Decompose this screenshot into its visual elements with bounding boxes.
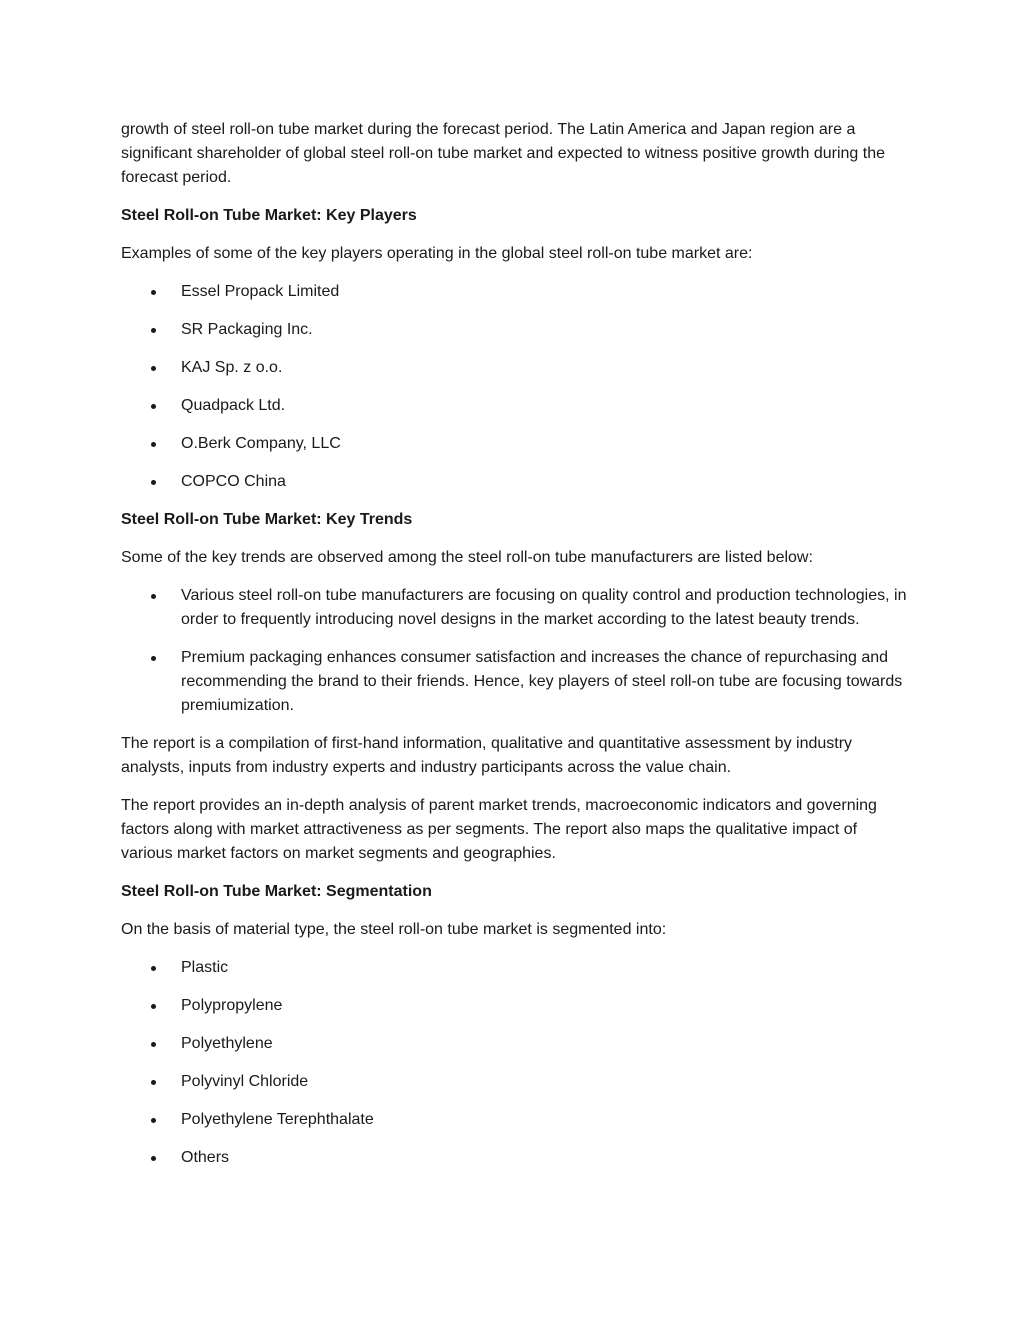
bullet-icon bbox=[151, 290, 156, 295]
list-item-text: Polyethylene bbox=[181, 1035, 273, 1052]
list-item bbox=[121, 994, 911, 1018]
segmentation-heading: Steel Roll-on Tube Market: Segmentation bbox=[121, 883, 432, 900]
list-item-text: Plastic bbox=[181, 959, 229, 976]
list-item-text: Polypropylene bbox=[181, 997, 283, 1014]
list-item bbox=[121, 1146, 911, 1170]
list-item-text: SR Packaging Inc. bbox=[181, 321, 313, 338]
bullet-icon bbox=[151, 1042, 156, 1047]
list-item bbox=[121, 356, 911, 380]
report-paragraph-1: The report is a compilation of first-hand information, qualitative and quantitative assessment by industry analysts, inputs from industry experts and industry participants across the value chain. bbox=[121, 735, 853, 776]
list-item bbox=[121, 956, 911, 980]
bullet-icon bbox=[151, 328, 156, 333]
list-item-text: COPCO China bbox=[181, 473, 286, 490]
list-item-text: KAJ Sp. z o.o. bbox=[181, 359, 283, 376]
list-item-text: Polyvinyl Chloride bbox=[181, 1073, 309, 1090]
bullet-icon bbox=[151, 480, 156, 485]
key-players-heading: Steel Roll-on Tube Market: Key Players bbox=[121, 207, 417, 224]
list-item-text: Quadpack Ltd. bbox=[181, 397, 286, 414]
key-trends-list bbox=[121, 584, 911, 718]
list-item-text: O.Berk Company, LLC bbox=[181, 435, 341, 452]
bullet-icon bbox=[151, 966, 156, 971]
report-paragraph-2: The report provides an in-depth analysis of parent market trends, macroeconomic indicators and governing factors along with market attractiveness as per segments. The report also maps the qualitative impact of various market factors on market segments and geographies. bbox=[121, 797, 877, 862]
list-item-text: Others bbox=[181, 1149, 230, 1166]
segmentation-list bbox=[121, 956, 911, 1170]
list-item bbox=[121, 470, 911, 494]
bullet-icon bbox=[151, 656, 156, 661]
list-item bbox=[121, 584, 911, 632]
list-item bbox=[121, 394, 911, 418]
bullet-icon bbox=[151, 366, 156, 371]
list-item bbox=[121, 318, 911, 342]
document-page bbox=[121, 118, 911, 1184]
intro-paragraph: growth of steel roll-on tube market during the forecast period. The Latin America and Japan region are a significant shareholder of global steel roll-on tube market and expected to witness positive growth during the forecast period. bbox=[121, 121, 885, 186]
bullet-icon bbox=[151, 442, 156, 447]
key-trends-intro: Some of the key trends are observed among the steel roll-on tube manufacturers are listed below: bbox=[121, 549, 813, 566]
list-item bbox=[121, 280, 911, 304]
key-players-intro: Examples of some of the key players operating in the global steel roll-on tube market are: bbox=[121, 245, 753, 262]
bullet-icon bbox=[151, 594, 156, 599]
bullet-icon bbox=[151, 1156, 156, 1161]
segmentation-intro: On the basis of material type, the steel roll-on tube market is segmented into: bbox=[121, 921, 667, 938]
list-item-text: Essel Propack Limited bbox=[181, 283, 340, 300]
list-item-text: Premium packaging enhances consumer satisfaction and increases the chance of repurchasing and recommending the brand to their friends. Hence, key players of steel roll-on tube are focusing towards premiumization. bbox=[181, 649, 903, 714]
bullet-icon bbox=[151, 404, 156, 409]
list-item bbox=[121, 432, 911, 456]
key-players-list bbox=[121, 280, 911, 494]
list-item-text: Polyethylene Terephthalate bbox=[181, 1111, 374, 1128]
bullet-icon bbox=[151, 1004, 156, 1009]
list-item bbox=[121, 1032, 911, 1056]
key-trends-heading: Steel Roll-on Tube Market: Key Trends bbox=[121, 511, 413, 528]
bullet-icon bbox=[151, 1118, 156, 1123]
list-item bbox=[121, 1108, 911, 1132]
list-item-text: Various steel roll-on tube manufacturers are focusing on quality control and production technologies, in order to frequently introducing novel designs in the market according to the latest beauty trends. bbox=[181, 587, 907, 628]
bullet-icon bbox=[151, 1080, 156, 1085]
list-item bbox=[121, 1070, 911, 1094]
list-item bbox=[121, 646, 911, 718]
